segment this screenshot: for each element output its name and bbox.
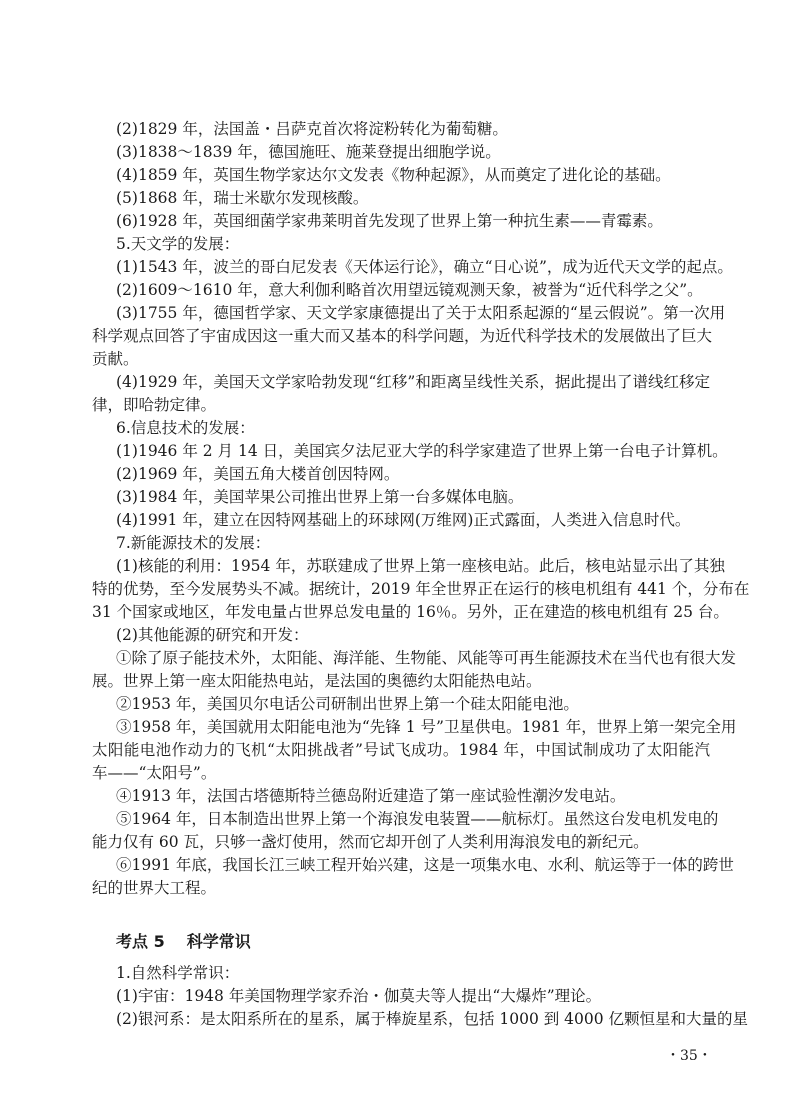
text-line: 太阳能电池作动力的飞机“太阳挑战者”号试飞成功。1984 年，中国试制成功了太阳能汽 [92,741,710,759]
text-line: 纪的世界大工程。 [92,879,217,897]
text-line: (1)1946 年 2 月 14 日，美国宾夕法尼亚大学的科学家建造了世界上第一台电子计算机。 [116,442,728,460]
text-line: 31 个国家或地区，年发电量占世界总发电量的 16％。另外，正在建造的核电机组有 25 台。 [92,603,729,621]
text-line: (4)1859 年，英国生物学家达尔文发表《物种起源》，从而奠定了进化论的基础。 [116,166,671,184]
text-line: 能力仅有 60 瓦，只够一盏灯使用，然而它却开创了人类利用海浪发电的新纪元。 [92,833,649,851]
text-line: (6)1928 年，英国细菌学家弗莱明首先发现了世界上第一种抗生素——青霉素。 [116,212,663,230]
text-line: 展。世界上第一座太阳能热电站，是法国的奥德约太阳能热电站。 [92,672,542,690]
text-line: (4)1929 年，美国天文学家哈勃发现“红移”和距离呈线性关系，据此提出了谱线红移定 [116,373,710,391]
section-title: 5.天文学的发展： [116,235,240,253]
text-line: 车——“太阳号”。 [92,764,217,782]
text-line: ④1913 年，法国古塔德斯特兰德岛附近建造了第一座试验性潮汐发电站。 [116,787,626,805]
text-line: (4)1991 年，建立在因特网基础上的环球网(万维网)正式露面，人类进入信息时代。 [116,511,691,529]
text-line: (3)1838～1839 年，德国施旺、施莱登提出细胞学说。 [116,143,501,161]
text-line: ⑤1964 年，日本制造出世界上第一个海浪发电装置——航标灯。虽然这台发电机发电的 [116,810,719,828]
text-line: 贡献。 [92,350,139,368]
text-line: ②1953 年，美国贝尔电话公司研制出世界上第一个硅太阳能电池。 [116,695,579,713]
text-line: (2)1969 年，美国五角大楼首创因特网。 [116,465,400,483]
text-line: (2)银河系：是太阳系所在的星系，属于棒旋星系，包括 1000 到 4000 亿颗恒星和大量的星 [116,1010,749,1028]
text-line: (5)1868 年，瑞士米歇尔发现核酸。 [116,189,369,207]
section-title: 7.新能源技术的发展： [116,534,271,552]
text-line: (3)1755 年，德国哲学家、天文学家康德提出了关于太阳系起源的“星云假说”。第一次用 [116,304,726,322]
heading-title: 科学常识 [186,932,251,951]
text-line: (1)宇宙：1948 年美国物理学家乔治・伽莫夫等人提出“大爆炸”理论。 [116,987,602,1005]
text-line: ⑥1991 年底，我国长江三峡工程开始兴建，这是一项集水电、水利、航运等于一体的跨世 [116,856,734,874]
text-line: (2)1609～1610 年，意大利伽利略首次用望远镜观测天象，被誉为“近代科学之父”。 [116,281,703,299]
text-line: (1)核能的利用：1954 年，苏联建成了世界上第一座核电站。此后，核电站显示出了其独 [116,557,725,575]
section-title: 6.信息技术的发展： [116,419,255,437]
text-line: ①除了原子能技术外，太阳能、海洋能、生物能、风能等可再生能源技术在当代也有很大发 [116,649,737,667]
section-title: 1.自然科学常识： [116,964,240,982]
text-line: 特的优势，至今发展势头不减。据统计，2019 年全世界正在运行的核电机组有 441 个，分布在 [92,580,750,598]
text-line: (3)1984 年，美国苹果公司推出世界上第一台多媒体电脑。 [116,488,524,506]
text-line: (2)其他能源的研究和开发： [116,626,309,644]
page-number: ・35・ [666,1048,712,1064]
text-line: 科学观点回答了宇宙成因这一重大而又基本的科学问题，为近代科学技术的发展做出了巨大 [92,327,713,345]
text-line: (2)1829 年，法国盖・吕萨克首次将淀粉转化为葡萄糖。 [116,120,508,138]
text-line: 律，即哈勃定律。 [92,396,217,414]
section-heading [116,930,251,954]
text-line: ③1958 年，美国就用太阳能电池为“先锋 1 号”卫星供电。1981 年，世界上第一架完全用 [116,718,737,736]
heading-label: 考点 5 [116,932,165,951]
text-line: (1)1543 年，波兰的哥白尼发表《天体运行论》，确立“日心说”，成为近代天文学的起点。 [116,258,733,276]
